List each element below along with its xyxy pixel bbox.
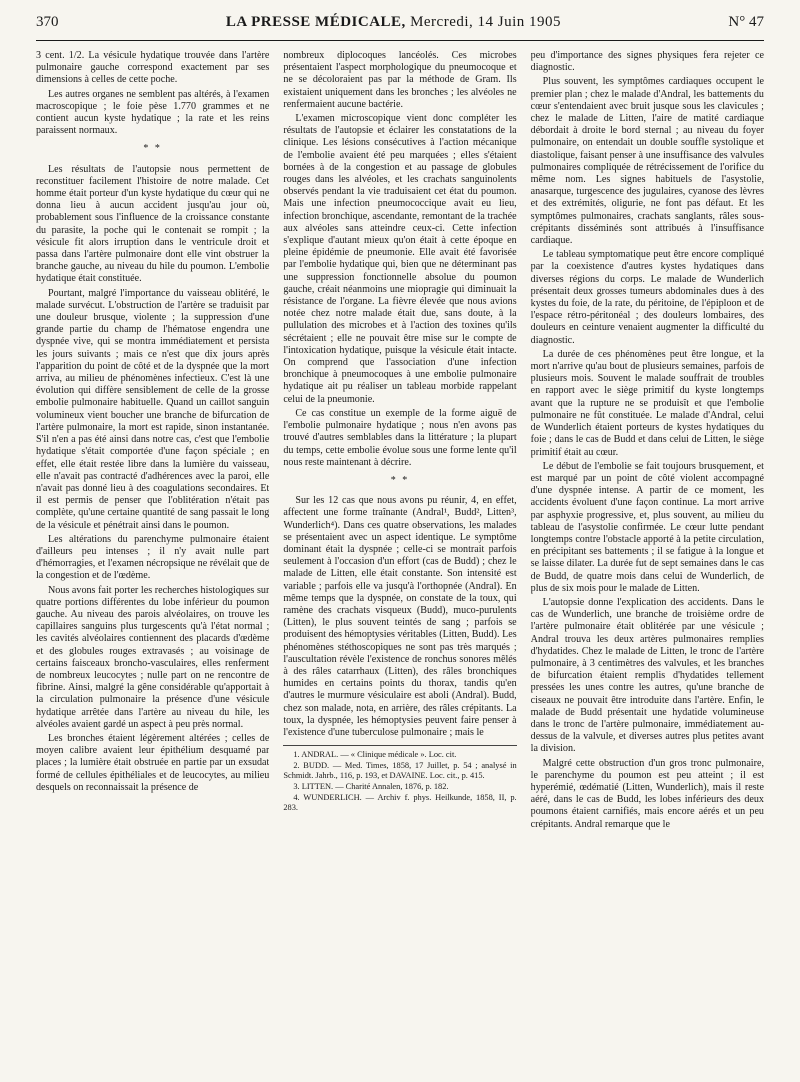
column-2 [283,50,516,1072]
journal-title [226,14,561,31]
issue-number: N° 47 [728,14,764,30]
paragraph: Plus souvent, les symptômes cardiaques occupent le premier plan ; chez le malade d'Andral, les battements du cœur s'entendaient avec bruit jusque sous les clavicules ; chez le malade de Litten, l'aire de matité cardiaque débordait à droite le bord sternal ; au niveau du foyer pulmonaire, on entendait un double souffle systolique et diastolique, faisant penser à une insuffisance des valvules pulmonaires compliquée de rétrécissement de l'orifice du même nom. Les signes habituels de l'asystolie, anasarque, turgescence des jugulaires, cyanose des lèvres et des extrémités, oligurie, ne font pas défaut. Et les symptômes pulmonaires, crachats sanglants, râles sous-crépitants disséminés sont attribués à l'insuffisance cardiaque. [530,76,764,247]
paragraph: L'autopsie donne l'explication des accidents. Dans le cas de Wunderlich, une branche de troisième ordre de l'artère pulmonaire était oblitérée par une vésicule ; Andral trouva les deux artères pulmonaires remplies d'hydatides. Chez le malade de Litten, le tronc de l'artère pulmonaire, à 3 centimètres des valvules, et les branches de bifurcation étaient remplis d'hydatides tellement pressées les unes contre les autres, qu'une branche de ciseaux ne pouvait être introduite dans l'artère. Enfin, le malade de Budd présentait une hydatide volumineuse dans le tronc de l'artère pulmonaire, immédiatement au-dessus de la valvule, et diverses autres plus petites avant la division. [530,596,764,755]
column-3 [531,50,764,1072]
article-columns [36,50,764,1072]
paragraph: Pourtant, malgré l'importance du vaisseau oblitéré, le malade survécut. L'obstruction de l'artère se traduisit par une douleur brusque, violente ; la suppression d'une grande partie du champ de l'hématose engendra une dyspnée vive, qui se montra immédiatement et persista les jours suivants ; mais ce n'est que dix jours après l'apparition du point de côté et de la dyspnée que la mort arriva, au milieu de phénomènes infectieux. C'est là une évolution qui diffère sensiblement de celle de la grosse embolie pulmonaire habituelle. Quand un caillot sanguin volumineux vient boucher une branche de bifurcation de l'artère pulmonaire, la mort est rapide, sinon instantanée. S'il n'en a pas été ainsi dans notre cas, c'est que l'embolie hydatique s'était comportée d'une façon spéciale ; en effet, elle était restée libre dans la lumière du vaisseau, elle n'avait pas contracté d'adhérences avec la paroi, elle n'avait pas donné lieu à des coagulations secondaires. Et il est permis de penser que l'oblitération n'était pas complète, qu'une certaine quantité de sang passait le long de la vésicule et pénétrait ainsi dans le poumon. [36,287,270,531]
paragraph: La durée de ces phénomènes peut être longue, et la mort n'arrive qu'au bout de plusieurs semaines, parfois de plusieurs mois. Souvent le malade souffrait de troubles en rapport avec le siège primitif du kyste longtemps avant que la rupture ne se produisît et que l'embolie pulmonaire ne fût constituée. Le malade d'Andral, celui de Wunderlich étaient porteurs de kystes hydatiques du foie ; dans le cas de Budd et dans celui de Litten, le siège primitif était au cœur. [530,348,764,458]
journal-name: LA PRESSE MÉDICALE, [225,14,406,30]
paragraph: L'examen microscopique vient donc compléter les résultats de l'autopsie et éclairer les constatations de la clinique. Les lésions consécutives à l'action mécanique de l'embolie avaient été peu marquées ; elles s'étaient bornées à de la congestion et au passage de globules rouges dans les alvéoles, et les crachats sanguinolents observés pendant la vie traduisaient cet état du poumon. Mais une infection pneumococcique avait eu lieu, infection bronchique, ascendante, remontant de la trachée aux alvéoles sans atteindre ceux-ci. Cette infection s'explique d'autant mieux qu'on était à cette époque en pleine épidémie de pneumonie. Elle avait été favorisée par l'embolie hydatique qui, bien que ne déterminant pas une suppression fonctionnelle absolue du poumon gauche, créait néanmoins une miopragie qui diminuait la résistance de l'organe. La fièvre élevée que nous avions notée chez notre malade était due, sans doute, à la pullulation des microbes et à l'action des toxines qu'ils sécrétaient ; elle ne pouvait être mise sur le compte de l'intoxication hydatique, puisque la vésicule était intacte. On comprend que l'association d'une infection bronchique à pneumocoques à une embolie pulmonaire hydatique ait pu réaliser un tableau morbide rappelant celui de la pneumonie. [283,113,517,405]
column-1 [36,50,269,1072]
issue-date: Mercredi, 14 Juin 1905 [410,14,562,30]
paragraph: Les autres organes ne semblent pas altérés, à l'examen macroscopique ; le foie pèse 1.770 grammes et ne contient aucun kyste hydatique ; la rate et les reins paraissent normaux. [36,88,270,137]
paragraph: Malgré cette obstruction d'un gros tronc pulmonaire, le parenchyme du poumon est peu atteint ; il est hyperémié, œdématié (Litten, Wunderlich), mais il reste aéré, dans le cas de Budd, les lobes inférieurs des deux poumons étaient carnifiés, mais encore aérés et un peu crépitants. Andral remarque que le [530,757,764,830]
paragraph: Le tableau symptomatique peut être encore compliqué par la coexistence d'autres kystes hydatiques dans diverses régions du corps. Le malade de Wunderlich présentait deux grosses tumeurs abdominales dues à des kystes du foie, de la rate, du péritoine, de l'épiploon et de l'espace rétro-péritonéal ; des douleurs lombaires, des douleurs en ceinture venaient augmenter la difficulté du diagnostic. [530,249,764,346]
paragraph: peu d'importance des signes physiques fera rejeter ce diagnostic. [530,50,764,74]
paragraph: Le début de l'embolie se fait toujours brusquement, et est marqué par un point de côté violent accompagné d'une dyspnée intense. A partir de ce moment, les accidents évoluent d'une façon continue. La mort arrive par asphyxie progressive, et, plus souvent, au milieu du tableau de l'asystolie confirmée. Le cœur lutte pendant longtemps contre l'obstacle apporté à la petite circulation, en précipitant ses battements ; il se fatigue à la longue et se laisse dilater. La durée fut de sept semaines dans le cas de Budd, de quatre mois dans celui de Wunderlich, de plus de six mois pour le malade de Litten. [530,460,764,594]
paragraph: Sur les 12 cas que nous avons pu réunir, 4, en effet, affectent une forme traînante (Andral¹, Budd², Litten³, Wunderlich⁴). Dans ces quatre observations, les malades se présentaient avec un aspect identique. Le symptôme dominant était la dyspnée ; celle-ci se montrait parfois seulement à l'occasion d'un effort (cas de Budd) ; chez le malade de Litten, elle était constante. Son intensité est variable ; parfois elle va jusqu'à l'orthopnée (Andral). En même temps que la dyspnée, on constate de la toux, qui ramène des crachats visqueux (Budd), muco-purulents (Litten), le plus souvent teintés de sang ; parfois se produisent des hémoptysies véritables (Litten, Budd). Les phénomènes stéthoscopiques ne sont pas très marqués ; l'auscultation révèle l'existence de ronchus sonores mêlés à des râles catarrhaux (Litten), des râles bronchiques humides en certains points du thorax, tandis qu'en d'autres le murmure vésiculaire est aboli (Andral). Budd, chez son malade, nota, en arrière, des râles crépitants. La toux, la dyspnée, les hémoptysies peuvent faire penser à l'existence d'une tuberculose pulmonaire ; mais le [283,495,517,738]
footnote: 2. BUDD. — Med. Times, 1858, 17 Juillet, p. 54 ; analysé in Schmidt. Jahrb., 116, p. 193, et DAVAINE. Loc. cit., p. 415. [283,761,517,781]
paragraph: Les altérations du parenchyme pulmonaire étaient d'ailleurs peu intenses ; il n'y avait nulle part d'hémorragies, et l'examen nécropsique ne révélait que de la congestion et de l'œdème. [36,533,270,582]
paragraph: Ce cas constitue un exemple de la forme aiguë de l'embolie pulmonaire hydatique ; nous n'en avons pas trouvé d'autres semblables dans la littérature ; la plupart du temps, cette embolie évolue sous une forme lente qu'il nous reste maintenant à décrire. [283,407,517,468]
paragraph: 3 cent. 1/2. La vésicule hydatique trouvée dans l'artère pulmonaire gauche correspond exactement par ses dimensions à celles de cette poche. [36,50,270,86]
page-header [36,14,764,41]
section-separator: * * [390,474,410,486]
paragraph: Les bronches étaient légèrement altérées ; celles de moyen calibre avaient leur épithélium desquamé par places ; la lumière était obstruée en partie par un exsudat formé de cellules épithéliales et de leucocytes, au milieu desquels on reconnaissait la présence de [36,732,270,793]
paragraph: Nous avons fait porter les recherches histologiques sur quatre portions différentes du lobe inférieur du poumon gauche. Au niveau des parois alvéolaires, on trouve les capillaires sanguins plus turgescents qu'à l'état normal ; les cavités alvéolaires contiennent des placards d'œdème et des globules rouges extravasés ; au voisinage de certains faisceaux broncho-vasculaires, elles renferment de nombreux leucocytes ; nulle part on ne rencontre de fibrine. Ainsi, malgré la gêne considérable qu'apportait à la circulation pulmonaire la présence d'une vésicule hydatique arrêtée dans l'artère au niveau du hile, les alvéoles avaient gardé un aspect à peu près normal. [36,584,270,730]
paragraph: Les résultats de l'autopsie nous permettent de reconstituer facilement l'histoire de notre malade. Cet homme était porteur d'un kyste hydatique du cœur qui ne donna lieu à aucun accident jusqu'au jour où, probablement sous l'influence de la croissance constante du parasite, la poche qui le contenait se rompit ; la vésicule fit alors irruption dans le ventricule droit et passa dans l'artère pulmonaire dont elle vint obstruer la branche gauche, au niveau du hile du poumon. L'embolie hydatique était constituée. [36,163,270,285]
footnotes [283,745,516,813]
footnote: 1. ANDRAL. — « Clinique médicale ». Loc. cit. [293,750,457,760]
page-number: 370 [36,14,59,30]
footnote: 4. WUNDERLICH. — Archiv f. phys. Heilkunde, 1858, II, p. 283. [283,793,517,813]
section-separator: * * [143,143,162,155]
paragraph: nombreux diplocoques lancéolés. Ces microbes présentaient l'aspect morphologique du pneumocoque et ne se décoloraient pas par la méthode de Gram. Ils existaient uniquement dans les bronches ; les alvéoles ne renfermaient aucune bactérie. [283,50,517,110]
footnote: 3. LITTEN. — Charité Annalen, 1876, p. 182. [293,782,449,792]
